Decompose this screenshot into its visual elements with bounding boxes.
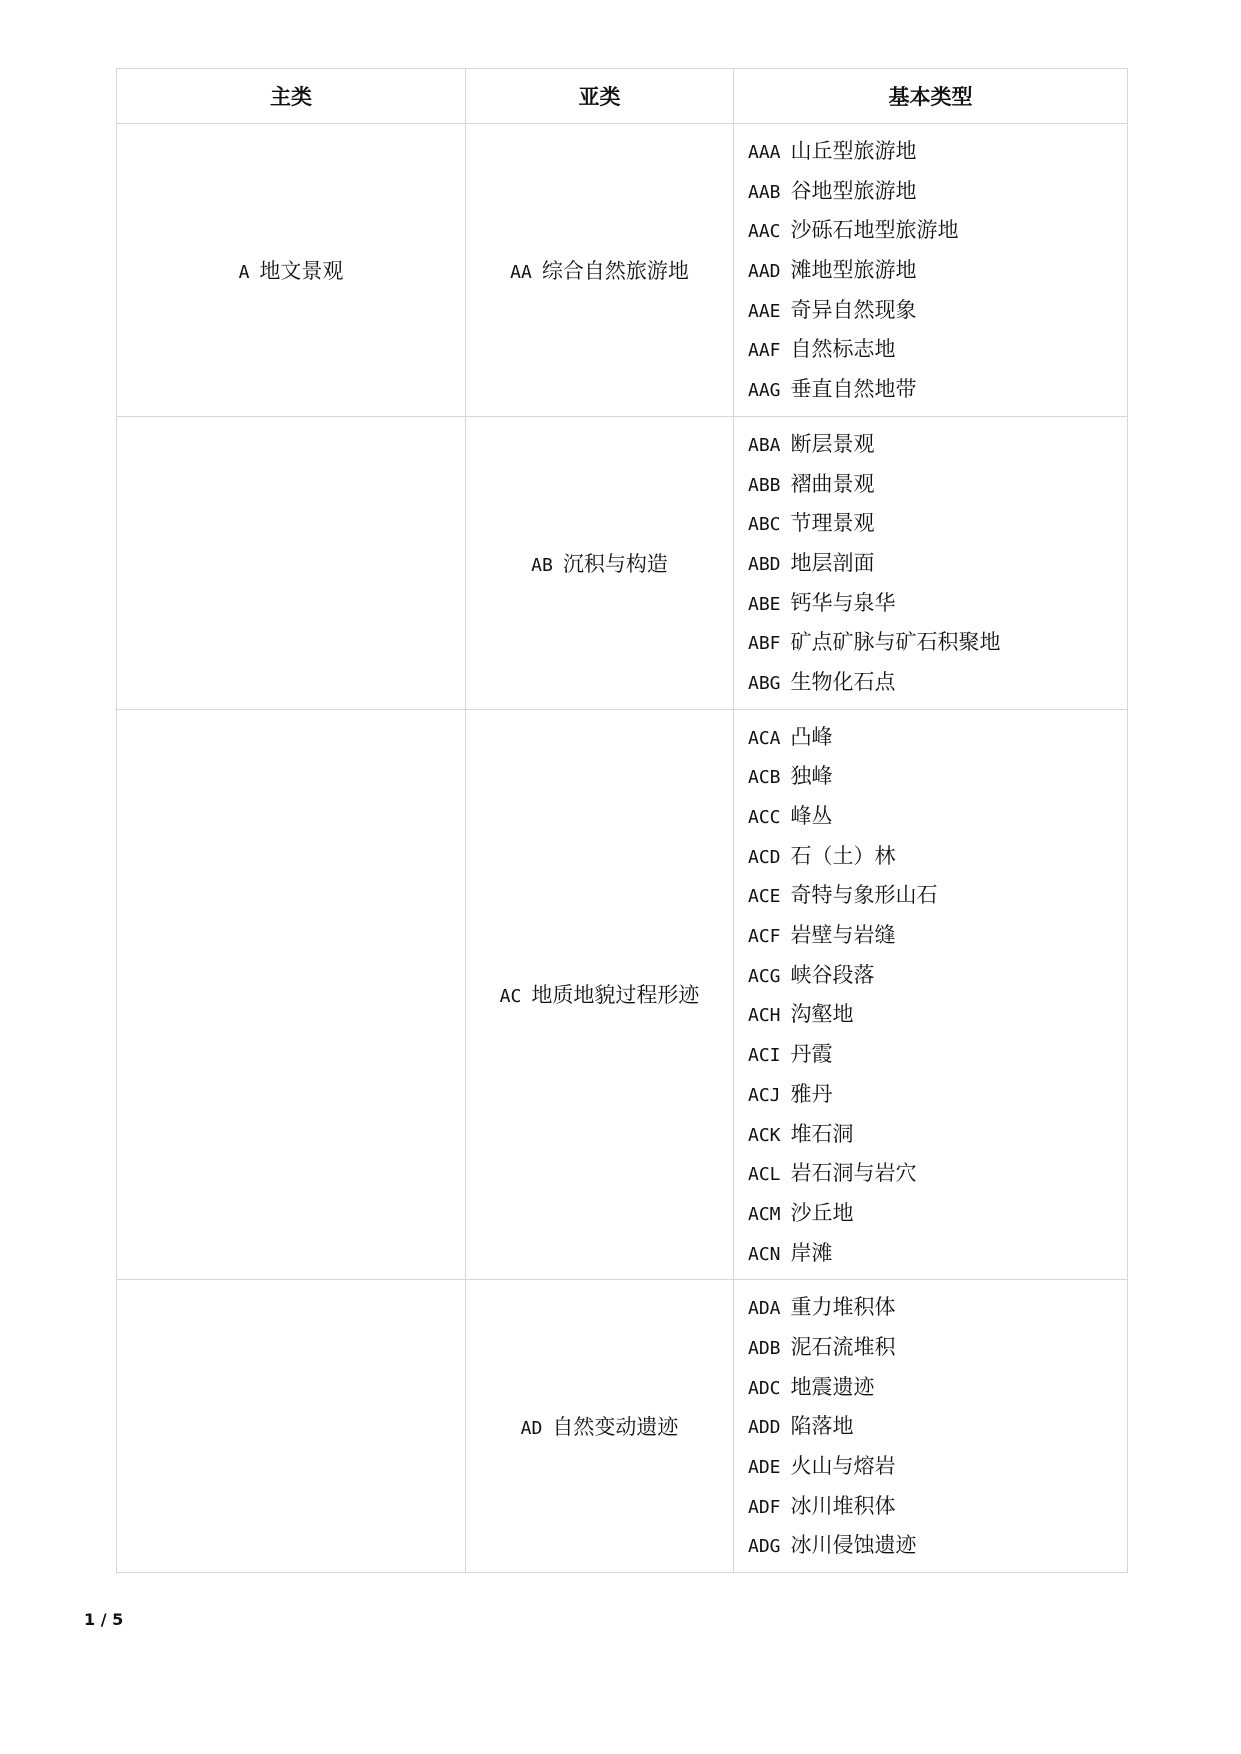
basic-type-code: ACH xyxy=(748,1005,781,1027)
basic-type-item xyxy=(748,995,1127,1035)
basic-type-name: 奇特与象形山石 xyxy=(790,883,938,908)
basic-type-name: 沟壑地 xyxy=(790,1002,854,1027)
basic-type-item xyxy=(748,211,1127,251)
basic-type-name: 峡谷段落 xyxy=(790,962,875,987)
basic-type-code: ABE xyxy=(748,593,781,615)
basic-type-code: AAA xyxy=(748,142,781,163)
header-main-category: 主类 xyxy=(117,69,466,124)
table-row xyxy=(117,709,1128,1280)
basic-type-item xyxy=(748,916,1127,956)
basic-type-code: ACF xyxy=(748,926,781,948)
basic-type-cell xyxy=(734,124,1128,417)
sub-category-name: 沉积与构造 xyxy=(562,551,668,576)
basic-type-code: ABD xyxy=(748,553,781,575)
basic-type-cell xyxy=(734,709,1128,1280)
basic-type-code: ADA xyxy=(748,1298,781,1320)
sub-category-cell xyxy=(466,709,734,1280)
basic-type-name: 泥石流堆积 xyxy=(790,1334,896,1359)
basic-type-code: AAC xyxy=(748,221,781,243)
basic-type-item xyxy=(748,251,1127,291)
basic-type-item xyxy=(748,1328,1127,1368)
basic-type-item xyxy=(748,797,1127,837)
table-row xyxy=(117,1280,1128,1573)
basic-type-code: ABF xyxy=(748,633,781,655)
basic-type-name: 岩石洞与岩穴 xyxy=(790,1161,917,1186)
basic-type-item xyxy=(748,1075,1127,1115)
basic-type-code: ADF xyxy=(748,1496,781,1518)
sub-category-cell xyxy=(466,1280,734,1573)
basic-type-item xyxy=(748,465,1127,505)
basic-type-code: AAB xyxy=(748,181,781,203)
basic-type-code: AAG xyxy=(748,380,781,402)
basic-type-item xyxy=(748,1526,1127,1566)
basic-type-name: 岩壁与岩缝 xyxy=(790,923,896,948)
basic-type-item xyxy=(748,1154,1127,1194)
basic-type-code: ADG xyxy=(748,1536,781,1558)
basic-type-name: 峰丛 xyxy=(790,804,833,828)
basic-type-item xyxy=(748,623,1127,663)
basic-type-name: 重力堆积体 xyxy=(790,1295,896,1320)
sub-category-name: 自然变动遗迹 xyxy=(552,1415,679,1440)
basic-type-code: AAD xyxy=(748,261,781,283)
table-row xyxy=(117,416,1128,709)
basic-type-item xyxy=(748,663,1127,703)
basic-type-item xyxy=(748,956,1127,996)
basic-type-cell xyxy=(734,1280,1128,1573)
basic-type-code: ABA xyxy=(748,434,781,456)
basic-type-cell xyxy=(734,416,1128,709)
main-category-cell xyxy=(117,709,466,1280)
basic-type-item xyxy=(748,876,1127,916)
basic-type-name: 滩地型旅游地 xyxy=(790,258,917,283)
sub-category-code: AB xyxy=(531,554,553,576)
basic-type-name: 沙砾石地型旅游地 xyxy=(790,218,959,243)
basic-type-name: 火山与熔岩 xyxy=(790,1454,896,1478)
basic-type-item xyxy=(748,1368,1127,1408)
sub-category-code: AD xyxy=(520,1418,543,1440)
main-category-cell xyxy=(117,124,466,417)
basic-type-name: 堆石洞 xyxy=(790,1121,854,1146)
basic-type-name: 陷落地 xyxy=(790,1414,854,1439)
basic-type-item xyxy=(748,544,1127,584)
basic-type-name: 凸峰 xyxy=(790,724,833,749)
basic-type-item xyxy=(748,291,1127,331)
basic-type-name: 垂直自然地带 xyxy=(790,377,917,402)
basic-type-name: 丹霞 xyxy=(790,1042,833,1067)
basic-type-code: ABB xyxy=(748,474,781,496)
basic-type-name: 矿点矿脉与矿石积聚地 xyxy=(790,630,1001,655)
basic-type-item xyxy=(748,370,1127,410)
basic-type-name: 节理景观 xyxy=(790,511,875,536)
basic-type-item xyxy=(748,1035,1127,1075)
basic-type-name: 沙丘地 xyxy=(790,1200,854,1225)
basic-type-code: ABC xyxy=(748,514,781,536)
basic-type-code: ACE xyxy=(748,886,781,908)
basic-type-item xyxy=(748,1234,1127,1274)
basic-type-item xyxy=(748,1407,1127,1447)
basic-type-item xyxy=(748,330,1127,370)
basic-type-item xyxy=(748,757,1127,797)
basic-type-item xyxy=(748,584,1127,624)
basic-type-code: ACC xyxy=(748,807,781,828)
basic-type-item xyxy=(748,132,1127,172)
basic-type-name: 谷地型旅游地 xyxy=(790,178,917,203)
sub-category-name: 综合自然旅游地 xyxy=(541,258,689,283)
classification-table xyxy=(116,68,1128,1573)
basic-type-code: ACG xyxy=(748,965,781,987)
sub-category-code: AA xyxy=(510,261,532,283)
basic-type-name: 地层剖面 xyxy=(790,550,875,575)
basic-type-name: 断层景观 xyxy=(790,431,875,456)
basic-type-name: 石（土）林 xyxy=(790,843,896,868)
basic-type-code: ACK xyxy=(748,1124,781,1146)
table-header-row xyxy=(117,69,1128,124)
sub-category-cell xyxy=(466,124,734,417)
basic-type-code: ADB xyxy=(748,1337,781,1359)
basic-type-code: ACN xyxy=(748,1243,781,1265)
basic-type-item xyxy=(748,1115,1127,1155)
basic-type-item xyxy=(748,172,1127,212)
header-sub-category: 亚类 xyxy=(466,69,734,124)
sub-category-code: AC xyxy=(499,986,522,1008)
basic-type-item xyxy=(748,718,1127,758)
basic-type-code: ACJ xyxy=(748,1084,781,1106)
basic-type-code: ACB xyxy=(748,767,781,789)
sub-category-cell xyxy=(466,416,734,709)
basic-type-item xyxy=(748,1288,1127,1328)
basic-type-name: 山丘型旅游地 xyxy=(790,139,917,163)
main-category-cell xyxy=(117,1280,466,1573)
basic-type-name: 岸滩 xyxy=(790,1240,833,1265)
basic-type-code: ABG xyxy=(748,672,781,694)
main-category-cell xyxy=(117,416,466,709)
basic-type-code: ACL xyxy=(748,1164,781,1186)
basic-type-code: ADD xyxy=(748,1417,781,1439)
page-number: 1 / 5 xyxy=(84,1610,124,1629)
basic-type-item xyxy=(748,504,1127,544)
basic-type-name: 冰川堆积体 xyxy=(790,1493,896,1518)
basic-type-item xyxy=(748,425,1127,465)
basic-type-item xyxy=(748,1447,1127,1487)
basic-type-name: 奇异自然现象 xyxy=(790,297,917,322)
basic-type-name: 自然标志地 xyxy=(790,337,896,362)
basic-type-item xyxy=(748,837,1127,877)
basic-type-name: 独峰 xyxy=(790,764,833,789)
basic-type-name: 生物化石点 xyxy=(790,669,896,694)
basic-type-name: 雅丹 xyxy=(790,1081,833,1106)
sub-category-name: 地质地貌过程形迹 xyxy=(531,983,700,1008)
main-category-name: 地文景观 xyxy=(259,258,344,283)
basic-type-name: 钙华与泉华 xyxy=(790,590,896,615)
basic-type-name: 褶曲景观 xyxy=(790,471,875,496)
main-category-code: A xyxy=(238,261,250,283)
header-basic-type: 基本类型 xyxy=(734,69,1128,124)
table-row xyxy=(117,124,1128,417)
basic-type-item xyxy=(748,1487,1127,1527)
basic-type-code: ACM xyxy=(748,1203,781,1225)
basic-type-name: 冰川侵蚀遗迹 xyxy=(790,1533,917,1558)
basic-type-code: ACD xyxy=(748,846,781,868)
basic-type-name: 地震遗迹 xyxy=(790,1374,875,1399)
basic-type-code: ADC xyxy=(748,1377,781,1399)
basic-type-code: AAE xyxy=(748,300,781,322)
basic-type-code: ACA xyxy=(748,727,781,749)
basic-type-item xyxy=(748,1194,1127,1234)
basic-type-code: AAF xyxy=(748,340,781,362)
classification-table-container xyxy=(116,68,1127,1573)
basic-type-code: ACI xyxy=(748,1045,781,1067)
basic-type-code: ADE xyxy=(748,1457,781,1478)
